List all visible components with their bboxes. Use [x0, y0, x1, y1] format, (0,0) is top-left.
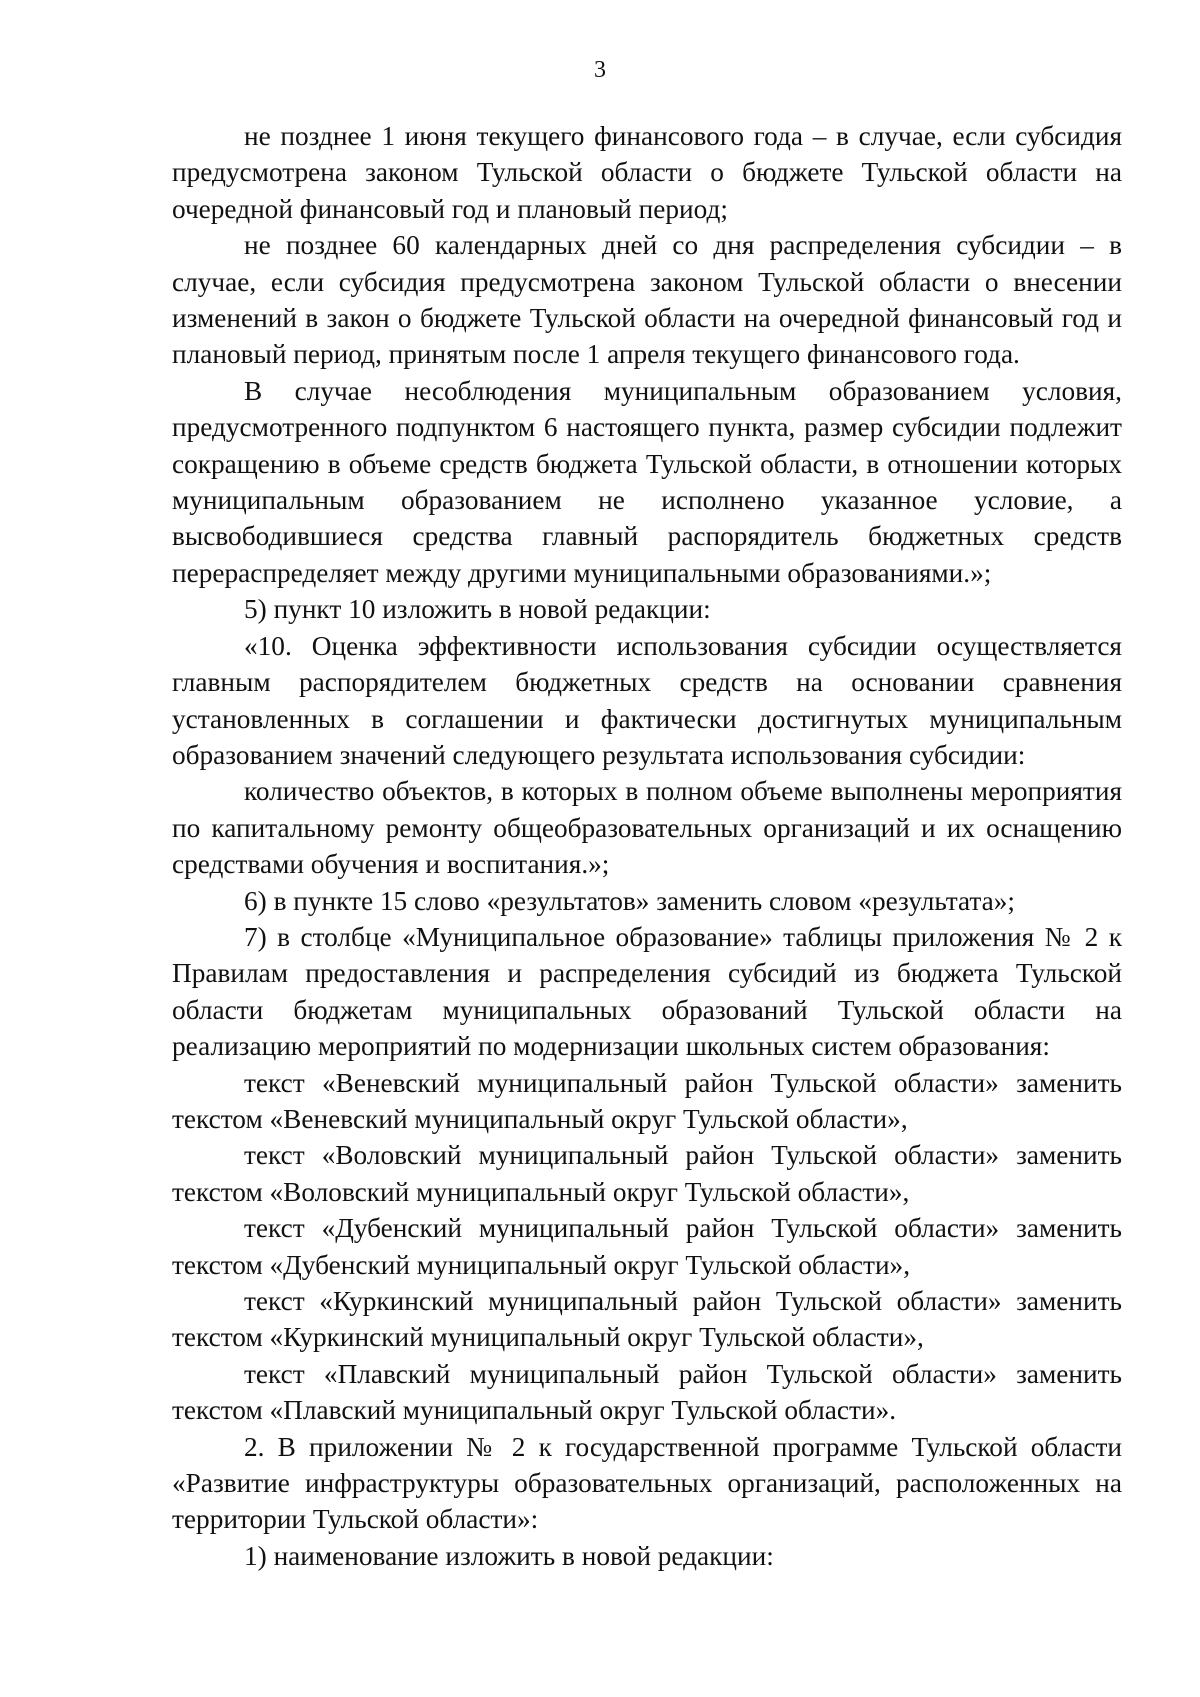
paragraph-item-7: 7) в столбце «Муниципальное образование» таблицы приложения № 2 к Правилам предоставления и распределения субсидий из бюджета Тульской области бюджетам муниципальных образований Тульской области на реализацию мероприятий по модернизации школьных систем образования: [172, 921, 1122, 1062]
paragraph-deadline-60-days: не позднее 60 календарных дней со дня распределения субсидии – в случае, если субсидия предусмотрена законом Тульской области о внесении изменений в закон о бюджете Тульской области на очередной финансовый год и плановый период, принятым после 1 апреля текущего финансового года. [172, 230, 1122, 370]
paragraph-replace-duben: текст «Дубенский муниципальный район Тульской области» заменить текстом «Дубенский муниципальный округ Тульской области», [172, 1213, 1122, 1280]
paragraph-item-6: 6) в пункте 15 слово «результатов» заменить словом «результата»; [244, 885, 1016, 916]
paragraph-result-indicator: количество объектов, в которых в полном объеме выполнены мероприятия по капитальному ремонту общеобразовательных организаций и их оснащению средствами обучения и воспитания.»; [172, 776, 1122, 880]
paragraph-replace-venev: текст «Веневский муниципальный район Тульской области» заменить текстом «Веневский муниципальный округ Тульской области», [172, 1067, 1122, 1134]
paragraph-replace-kurkin: текст «Куркинский муниципальный район Тульской области» заменить текстом «Куркинский муниципальный округ Тульской области», [172, 1286, 1122, 1353]
paragraph-deadline-june: не позднее 1 июня текущего финансового года – в случае, если субсидия предусмотрена законом Тульской области о бюджете Тульской области на очередной финансовый год и плановый период; [172, 121, 1122, 224]
page-number: 3 [594, 57, 606, 83]
paragraph-section-2: 2. В приложении № 2 к государственной программе Тульской области «Развитие инфраструктуры образовательных организаций, расположенных на территории Тульской области»: [172, 1431, 1122, 1535]
document-body [172, 118, 1122, 1574]
paragraph-replace-plav: текст «Плавский муниципальный район Тульской области» заменить текстом «Плавский муниципальный округ Тульской области». [172, 1358, 1122, 1426]
paragraph-point-10: «10. Оценка эффективности использования субсидии осуществляется главным распорядителем бюджетных средств на основании сравнения установленных в соглашении и фактически достигнутых муниципальным образованием значений следующего результата использования субсидии: [172, 630, 1122, 770]
paragraph-item-5: 5) пункт 10 изложить в новой редакции: [244, 594, 711, 625]
paragraph-replace-volov: текст «Воловский муниципальный район Тульской области» заменить текстом «Воловский муниципальный округ Тульской области», [172, 1140, 1122, 1207]
paragraph-noncompliance: В случае несоблюдения муниципальным образованием условия, предусмотренного подпунктом 6 настоящего пункта, размер субсидии подлежит сокращению в объеме средств бюджета Тульской области, в отношении которых муниципальным образованием не исполнено указанное условие, а высвободившиеся средства главный распорядитель бюджетных средств перераспределяет между другими муниципальными образованиями.»; [172, 375, 1122, 588]
paragraph-title-new-edition: 1) наименование изложить в новой редакции: [244, 1540, 774, 1571]
